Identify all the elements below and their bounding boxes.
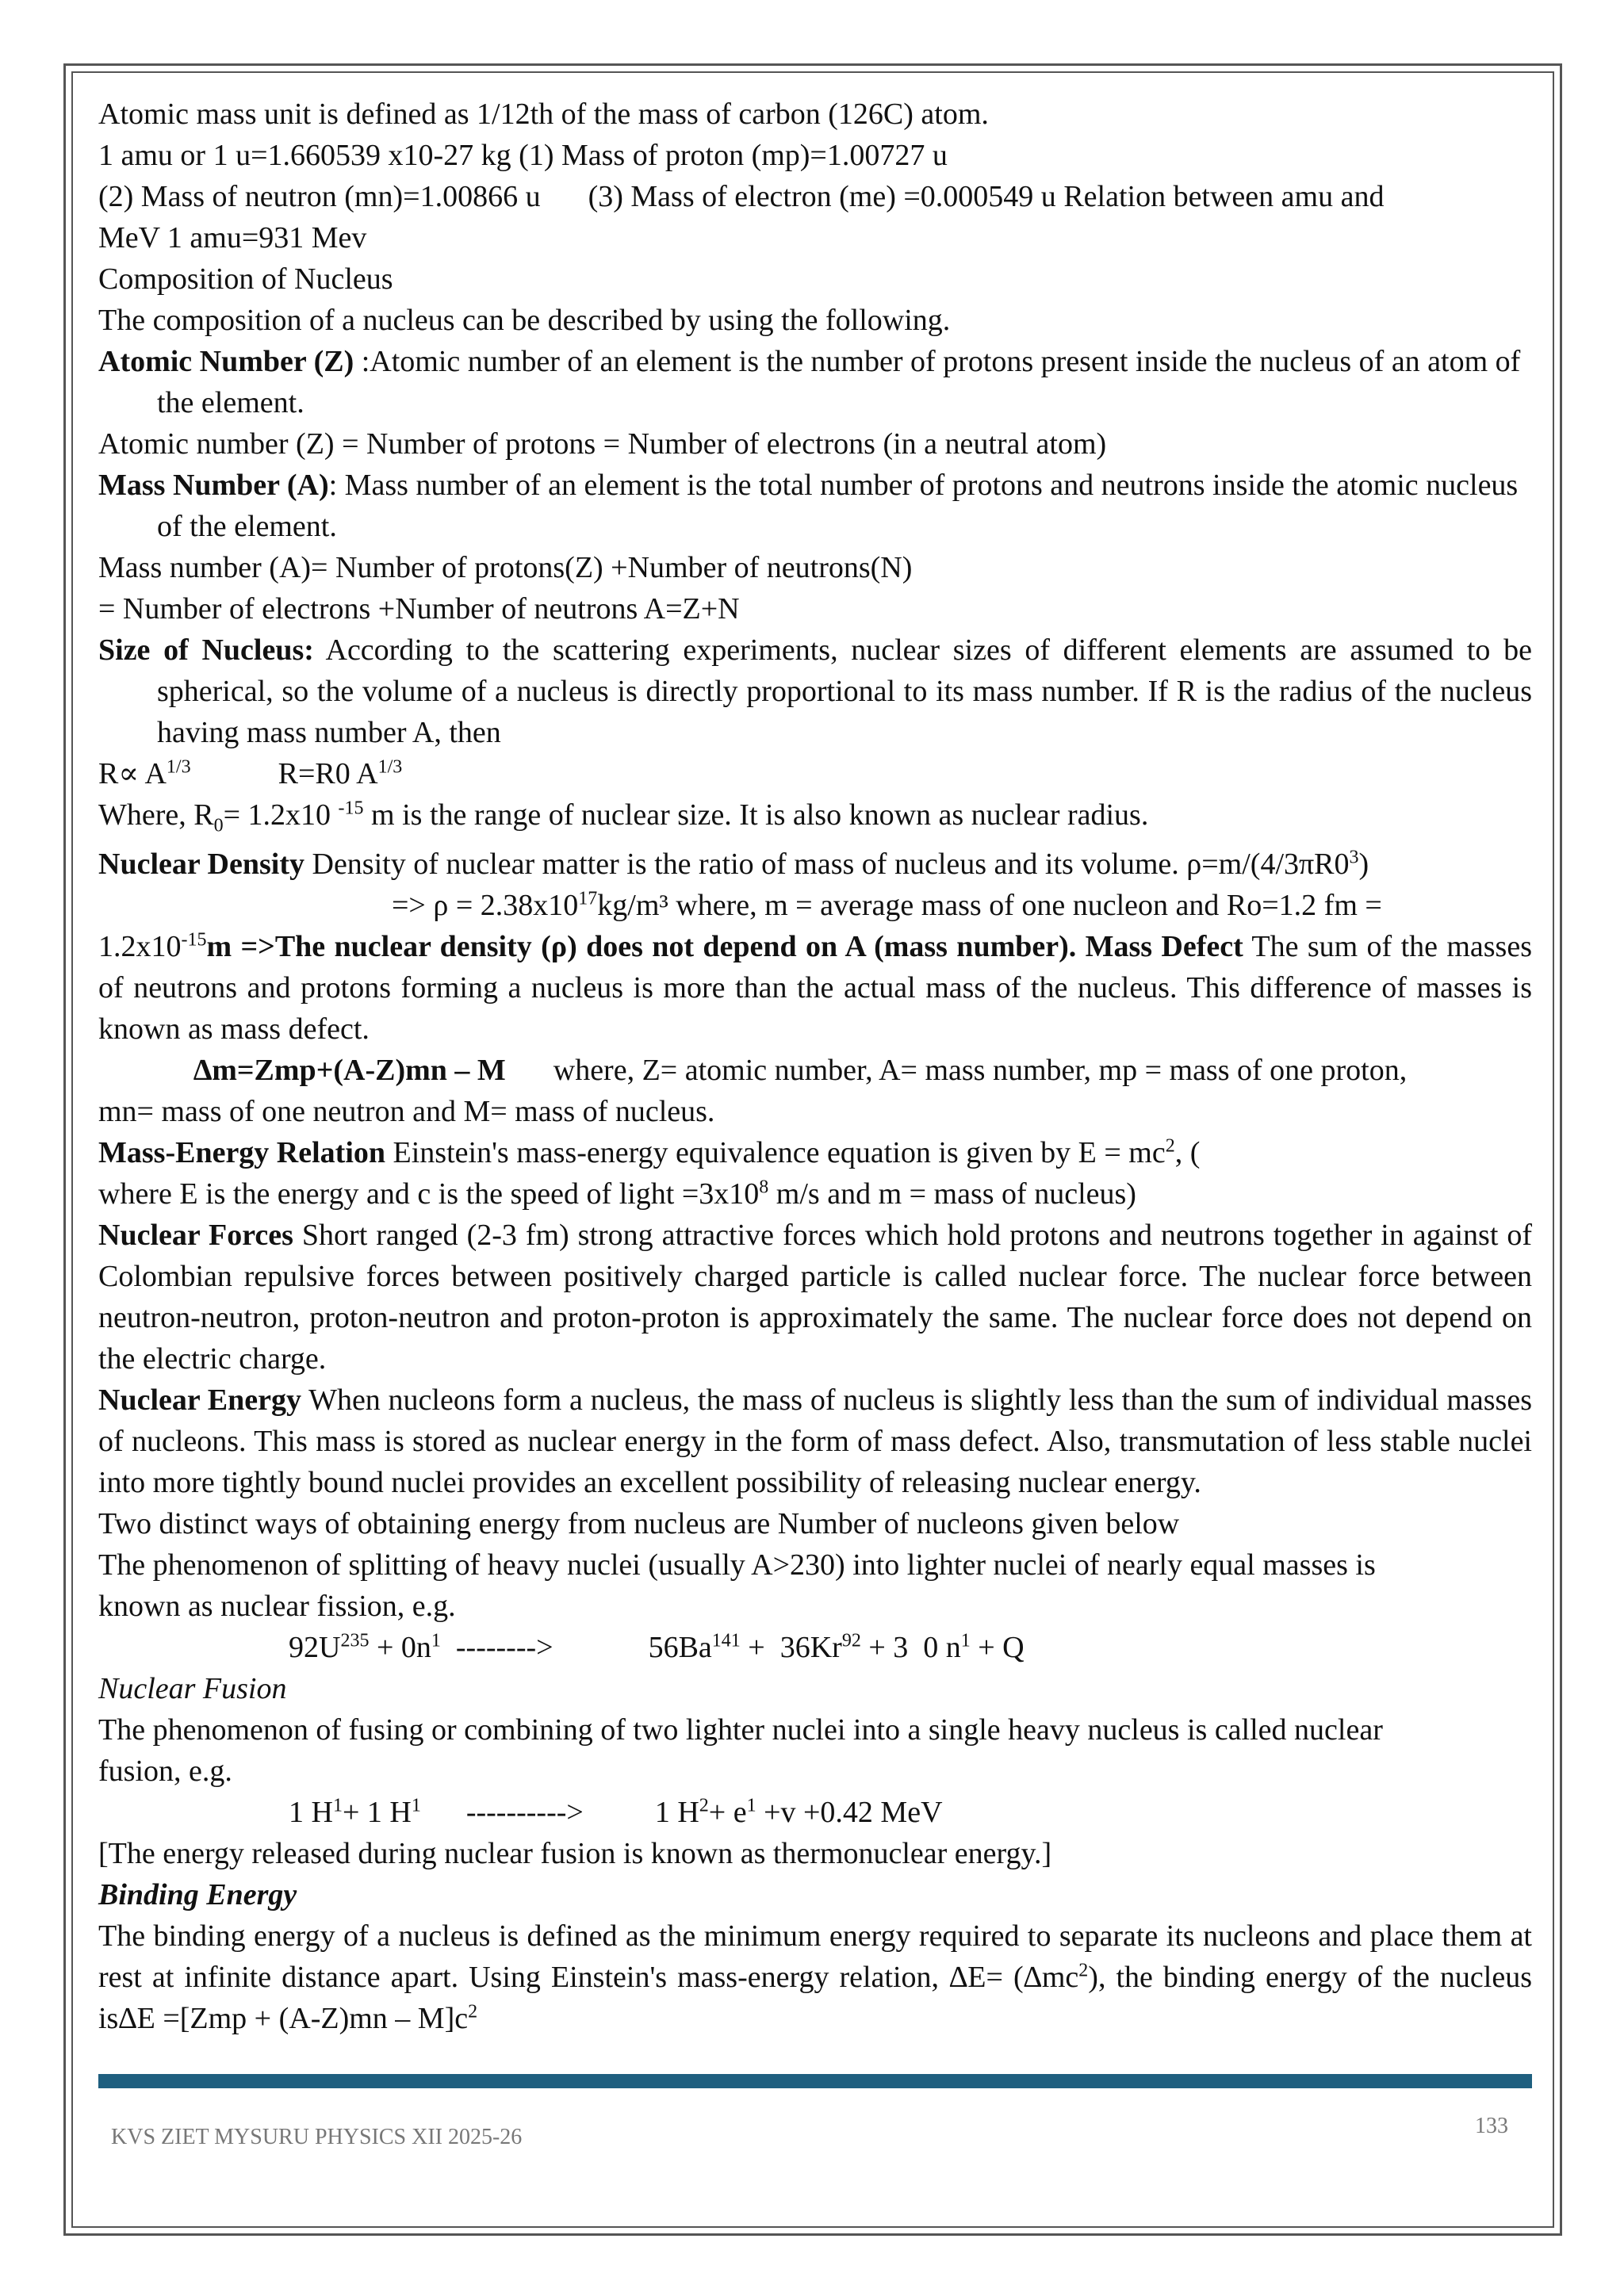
mass-defect-where: mn= mass of one neutron and M= mass of nucleus.	[98, 1095, 715, 1128]
fission-equation: $92U^{235} + 0n^1$ --------> $56Ba^{141} + 36Kr^{92} + 3$ 0 $n^1 + Q$	[289, 1630, 1025, 1664]
relation-text: Relation between amu and	[1063, 180, 1385, 213]
electron-mass: (3) Mass of electron (me) =0.000549 u	[588, 180, 1056, 213]
mass-energy-line-2: where E is the energy and c is the speed of light $=3x10^8$ m/s and m = mass of nucleus)	[98, 1177, 1136, 1211]
forces-term: Nuclear Forces	[98, 1219, 293, 1252]
fusion-equation: 1 $H^1+ 1$ $H^1$ ----------> 1 $H^2+ e^1 +v +0.42$ MeV	[289, 1795, 943, 1829]
thermonuclear-note: [The energy released during nuclear fusion is known as thermonuclear energy.]	[98, 1837, 1052, 1870]
binding-energy-heading: Binding Energy	[98, 1878, 297, 1911]
binding-energy-equation: ∆E =[Zmp + (A-Z)mn – M]c	[118, 2002, 469, 2035]
nuclear-forces-paragraph: Nuclear Forces Short ranged (2-3 fm) strong attractive forces which hold protons and neutrons together in against of Colombian repulsive forces between positively charged particle is called nuclear force. The nuclear force between neutron-neutron, proton-neutron and proton-proton is approximately the same. The nuclear force does not depend on the electric charge.	[98, 1219, 1532, 1376]
composition-intro: The composition of a nucleus can be described by using the following.	[98, 304, 951, 337]
atomic-number-paragraph: Atomic Number (Z) :Atomic number of an element is the number of protons present inside the nucleus of an atom of the element.	[98, 345, 1521, 419]
mass-number-paragraph: Mass Number (A): Mass number of an element is the total number of protons and neutrons inside the atomic nucleus of the element.	[98, 469, 1519, 543]
mass-energy-line-1: Mass-Energy Relation Einstein's mass-energy equivalence equation is given by $E = mc^2$, (	[98, 1135, 1201, 1169]
mass-number-equation-1: Mass number (A)= Number of protons(Z) +Number of neutrons(N)	[98, 551, 913, 584]
mass-energy-term: Mass-Energy Relation	[98, 1136, 386, 1169]
mass-defect-paragraph: $1.2x10^{-15}m =>The$ nuclear density (ρ) does not depend on A (mass number). Mass Defect The sum of the masses of neutrons and protons forming a nucleus is more than the actual mass of the nucleus. This difference of masses is known as mass defect.	[98, 929, 1532, 1046]
composition-heading: Composition of Nucleus	[98, 262, 393, 296]
size-term: Size of Nucleus:	[98, 633, 314, 667]
density-statement: =>The nuclear density (ρ) does not depend on A (mass number). Mass Defect	[232, 930, 1243, 963]
fission-definition: The phenomenon of splitting of heavy nuclei (usually A>230) into lighter nuclei of nearly equal masses is known as nuclear fission, e.g.	[98, 1548, 1376, 1623]
amu-definition: Atomic mass unit is defined as 1/12th of the mass of carbon (126C) atom.	[98, 98, 989, 131]
binding-energy-paragraph: The binding energy of a nucleus is defined as the minimum energy required to separate its nucleons and place them at rest at infinite distance apart. Using Einstein's mass-energy relation, $\Delta E= (\Delta mc^2)$, the binding energy of the nucleus $is\Delta E =[Zmp + (A-Z)mn - M]c^2$	[98, 1919, 1532, 2035]
mass-number-term: Mass Number (A)	[98, 469, 329, 502]
energy-term: Nuclear Energy	[98, 1383, 302, 1417]
density-equation: => $\rho = 2.38x10^{17}kg/m^3$ where, m = average mass of one nucleon and Ro=1.2 fm =	[392, 888, 1382, 922]
document-body	[98, 94, 1532, 2039]
size-paragraph: Size of Nucleus: According to the scattering experiments, nuclear sizes of different elements are assumed to be spherical, so the volume of a nucleus is directly proportional to its mass number. If R is the radius of the nucleus having mass number A, then	[98, 633, 1532, 749]
density-term: Nuclear Density	[98, 848, 304, 881]
neutron-mass: (2) Mass of neutron (mn)=1.00866 u	[98, 180, 541, 213]
footer-text: KVS ZIET MYSURU PHYSICS XII 2025-26	[111, 2125, 523, 2149]
atomic-number-term: Atomic Number (Z)	[98, 345, 354, 378]
mass-defect-equation-line: ∆m=Zmp+(A-Z)mn – M where, Z= atomic number, A= mass number, mp = mass of one proton,	[193, 1054, 1408, 1087]
fusion-definition: The phenomenon of fusing or combining of two lighter nuclei into a single heavy nucleus is called nuclear fusion, e.g.	[98, 1713, 1383, 1788]
nuclear-radius-line: Where, $R_0= 1.2x10$ $^{-15}$ m is the range of nuclear size. It is also known as nuclear radius.	[98, 798, 1149, 836]
atomic-number-equation: Atomic number (Z) = Number of protons = Number of electrons (in a neutral atom)	[98, 427, 1107, 461]
amu-value: 1 amu or 1 u=1.660539 x10-27 kg (1) Mass of proton (mp)=1.00727 u	[98, 139, 948, 172]
nuclear-density-paragraph: Nuclear Density Density of nuclear matter is the ratio of mass of nucleus and its volume. $\rho=m/(4/3\pi R0^3)$	[98, 847, 1369, 881]
page-number: 133	[1475, 2114, 1508, 2138]
fusion-heading: Nuclear Fusion	[98, 1672, 287, 1705]
amu-mev-relation: MeV 1 amu=931 Mev	[98, 221, 367, 254]
footer-rule	[98, 2074, 1532, 2088]
mass-number-equation-2: = Number of electrons +Number of neutrons A=Z+N	[98, 592, 740, 626]
radius-relations: $R\propto A^{1/3}$ R=R0 $A^{1/3}$	[98, 756, 403, 790]
mass-defect-equation: ∆m=Zmp+(A-Z)mn – M	[193, 1054, 506, 1087]
two-ways-line: Two distinct ways of obtaining energy from nucleus are Number of nucleons given below	[98, 1507, 1180, 1540]
particle-masses	[98, 176, 1532, 217]
nuclear-energy-paragraph: Nuclear Energy When nucleons form a nucleus, the mass of nucleus is slightly less than the sum of individual masses of nucleons. This mass is stored as nuclear energy in the form of mass defect. Also, transmutation of less stable nuclei into more tightly bound nuclei provides an excellent possibility of releasing nuclear energy.	[98, 1383, 1532, 1499]
